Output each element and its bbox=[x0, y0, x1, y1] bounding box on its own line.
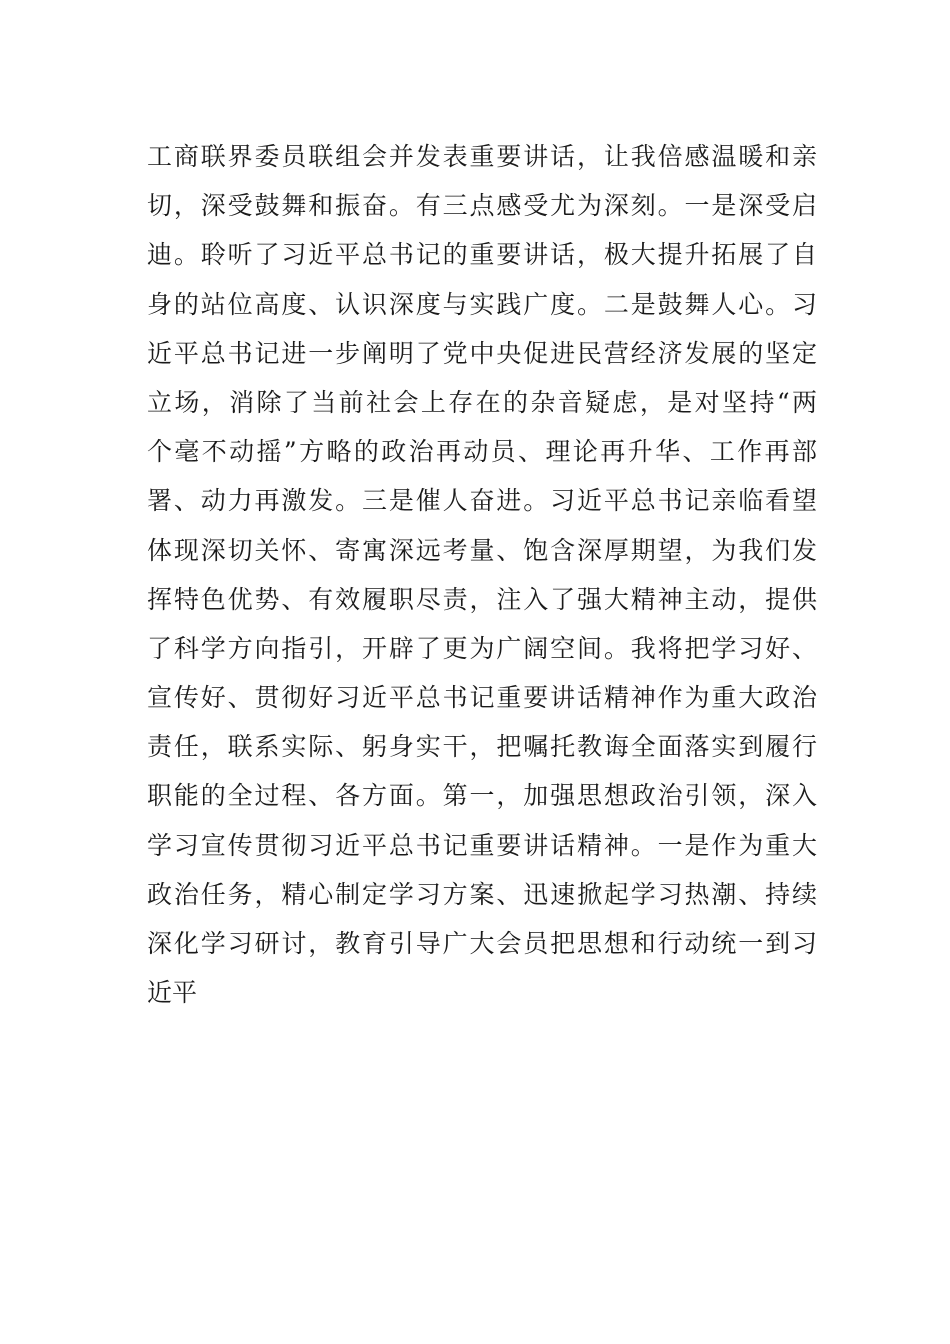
text-line: 政治任务，精心制定学习方案、迅速掀起学习热潮、持续 bbox=[147, 879, 817, 909]
text-line: 切，深受鼓舞和振奋。有三点感受尤为深刻。一是深受启 bbox=[147, 191, 817, 221]
text-line: 迪。聆听了习近平总书记的重要讲话，极大提升拓展了自 bbox=[147, 240, 817, 270]
body-paragraph bbox=[147, 132, 817, 1017]
text-line: 个毫不动摇”方略的政治再动员、理论再升华、工作再部 bbox=[147, 437, 817, 467]
text-line: 署、动力再激发。三是催人奋进。习近平总书记亲临看望 bbox=[147, 486, 817, 516]
text-line: 挥特色优势、有效履职尽责，注入了强大精神主动，提供 bbox=[147, 584, 817, 614]
text-line: 立场，消除了当前社会上存在的杂音疑虑，是对坚持“两 bbox=[147, 387, 817, 417]
text-line: 职能的全过程、各方面。第一，加强思想政治引领，深入 bbox=[147, 781, 817, 811]
text-line: 宣传好、贯彻好习近平总书记重要讲话精神作为重大政治 bbox=[147, 683, 817, 713]
text-line: 体现深切关怀、寄寓深远考量、饱含深厚期望，为我们发 bbox=[147, 535, 817, 565]
text-line-last: 近平 bbox=[147, 978, 198, 1008]
text-line: 深化学习研讨，教育引导广大会员把思想和行动统一到习 bbox=[147, 929, 817, 958]
text-line: 了科学方向指引，开辟了更为广阔空间。我将把学习好、 bbox=[147, 633, 817, 663]
text-line: 近平总书记进一步阐明了党中央促进民营经济发展的坚定 bbox=[147, 338, 817, 368]
text-line: 责任，联系实际、躬身实干，把嘱托教诲全面落实到履行 bbox=[147, 732, 817, 762]
text-line: 身的站位高度、认识深度与实践广度。二是鼓舞人心。习 bbox=[147, 289, 817, 319]
text-line: 学习宣传贯彻习近平总书记重要讲话精神。一是作为重大 bbox=[147, 830, 817, 860]
text-line: 工商联界委员联组会并发表重要讲话，让我倍感温暖和亲 bbox=[147, 142, 817, 171]
